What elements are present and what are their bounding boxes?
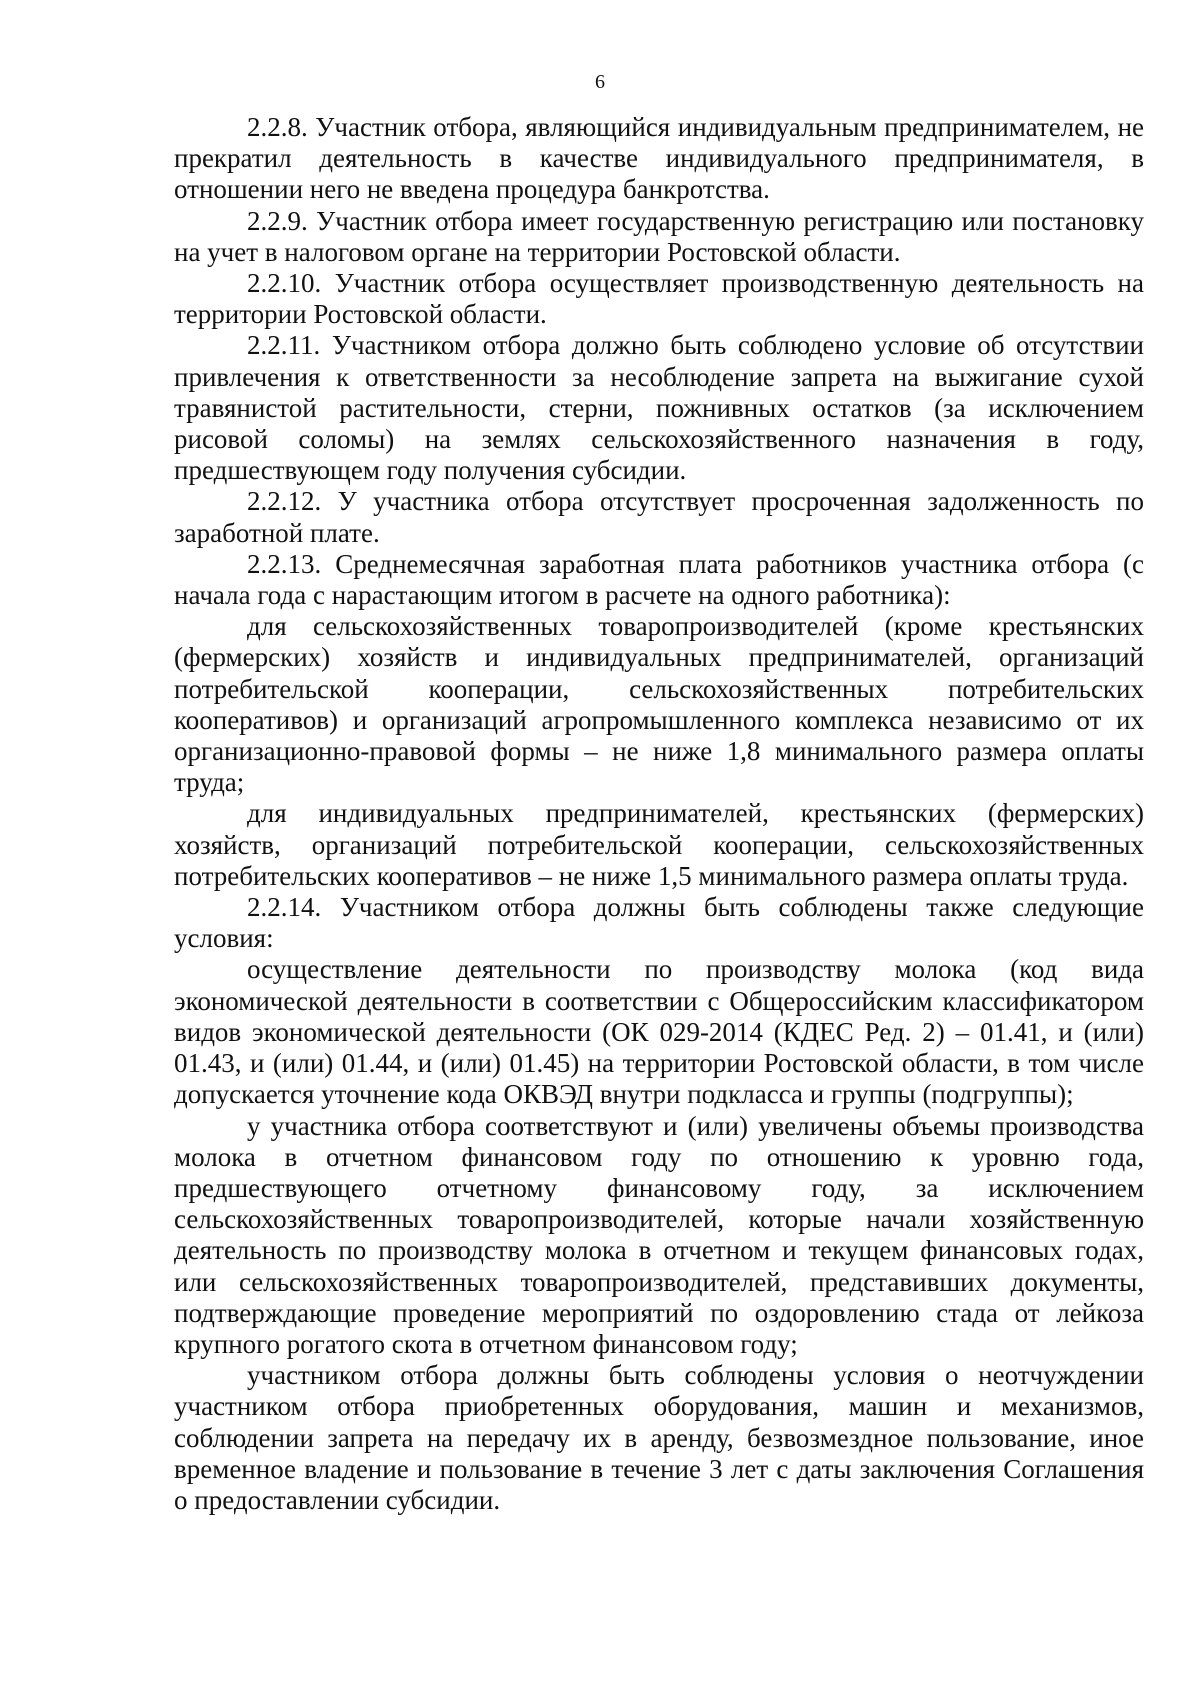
paragraph-2-2-11: 2.2.11. Участником отбора должно быть соблюдено условие об отсутствии привлечения к ответственности за несоблюдение запрета на выжигание сухой травянистой растительности, стерни, пожнивных остатков (за исключением рисовой соломы) на землях сельскохозяйственного назначения в году, предшествующем году получения субсидии. xyxy=(174,330,1144,486)
paragraph-2-2-14: 2.2.14. Участником отбора должны быть соблюдены также следующие условия: xyxy=(174,892,1144,954)
paragraph-2-2-12: 2.2.12. У участника отбора отсутствует просроченная задолженность по заработной плате. xyxy=(174,486,1144,548)
paragraph-2-2-9: 2.2.9. Участник отбора имеет государственную регистрацию или постановку на учет в налоговом органе на территории Ростовской области. xyxy=(174,205,1144,267)
paragraph-2-2-14-item-2: у участника отбора соответствуют и (или) увеличены объемы производства молока в отчетном финансовом году по отношению к уровню года, предшествующего отчетному финансовому году, за исключением сельскохозяйственных товаропроизводителей, которые начали хозяйственную деятельность по производству молока в отчетном и текущем финансовых годах, или сельскохозяйственных товаропроизводителей, представивших документы, подтверждающие проведение мероприятий по оздоровлению стада от лейкоза крупного рогатого скота в отчетном финансовом году; xyxy=(174,1110,1144,1359)
paragraph-2-2-13-item-2: для индивидуальных предпринимателей, крестьянских (фермерских) хозяйств, организаций потребительской кооперации, сельскохозяйственных потребительских кооперативов – не ниже 1,5 минимального размера оплаты труда. xyxy=(174,798,1144,891)
page-number: 6 xyxy=(595,71,605,93)
paragraph-2-2-13-item-1: для сельскохозяйственных товаропроизводителей (кроме крестьянских (фермерских) хозяйств и индивидуальных предпринимателей, организаций потребительской кооперации, сельскохозяйственных потребительских кооперативов) и организаций агропромышленного комплекса независимо от их организационно-правовой формы – не ниже 1,8 минимального размера оплаты труда; xyxy=(174,611,1144,798)
paragraph-2-2-8: 2.2.8. Участник отбора, являющийся индивидуальным предпринимателем, не прекратил деятельность в качестве индивидуального предпринимателя, в отношении него не введена процедура банкротства. xyxy=(174,112,1144,205)
paragraph-2-2-10: 2.2.10. Участник отбора осуществляет производственную деятельность на территории Ростовской области. xyxy=(174,268,1144,330)
paragraph-2-2-14-item-3: участником отбора должны быть соблюдены условия о неотчуждении участником отбора приобретенных оборудования, машин и механизмов, соблюдении запрета на передачу их в аренду, безвозмездное пользование, иное временное владение и пользование в течение 3 лет с даты заключения Соглашения о предоставлении субсидии. xyxy=(174,1360,1144,1515)
paragraph-2-2-13: 2.2.13. Среднемесячная заработная плата работников участника отбора (с начала года с нарастающим итогом в расчете на одного работника): xyxy=(174,548,1144,611)
document-body xyxy=(174,112,1144,1516)
paragraph-2-2-14-item-1: осуществление деятельности по производству молока (код вида экономической деятельности в соответствии с Общероссийским классификатором видов экономической деятельности (ОК 029-2014 (КДЕС Ред. 2) – 01.41, и (или) 01.43, и (или) 01.44, и (или) 01.45) на территории Ростовской области, в том числе допускается уточнение кода ОКВЭД внутри подкласса и группы (подгруппы); xyxy=(174,954,1144,1110)
